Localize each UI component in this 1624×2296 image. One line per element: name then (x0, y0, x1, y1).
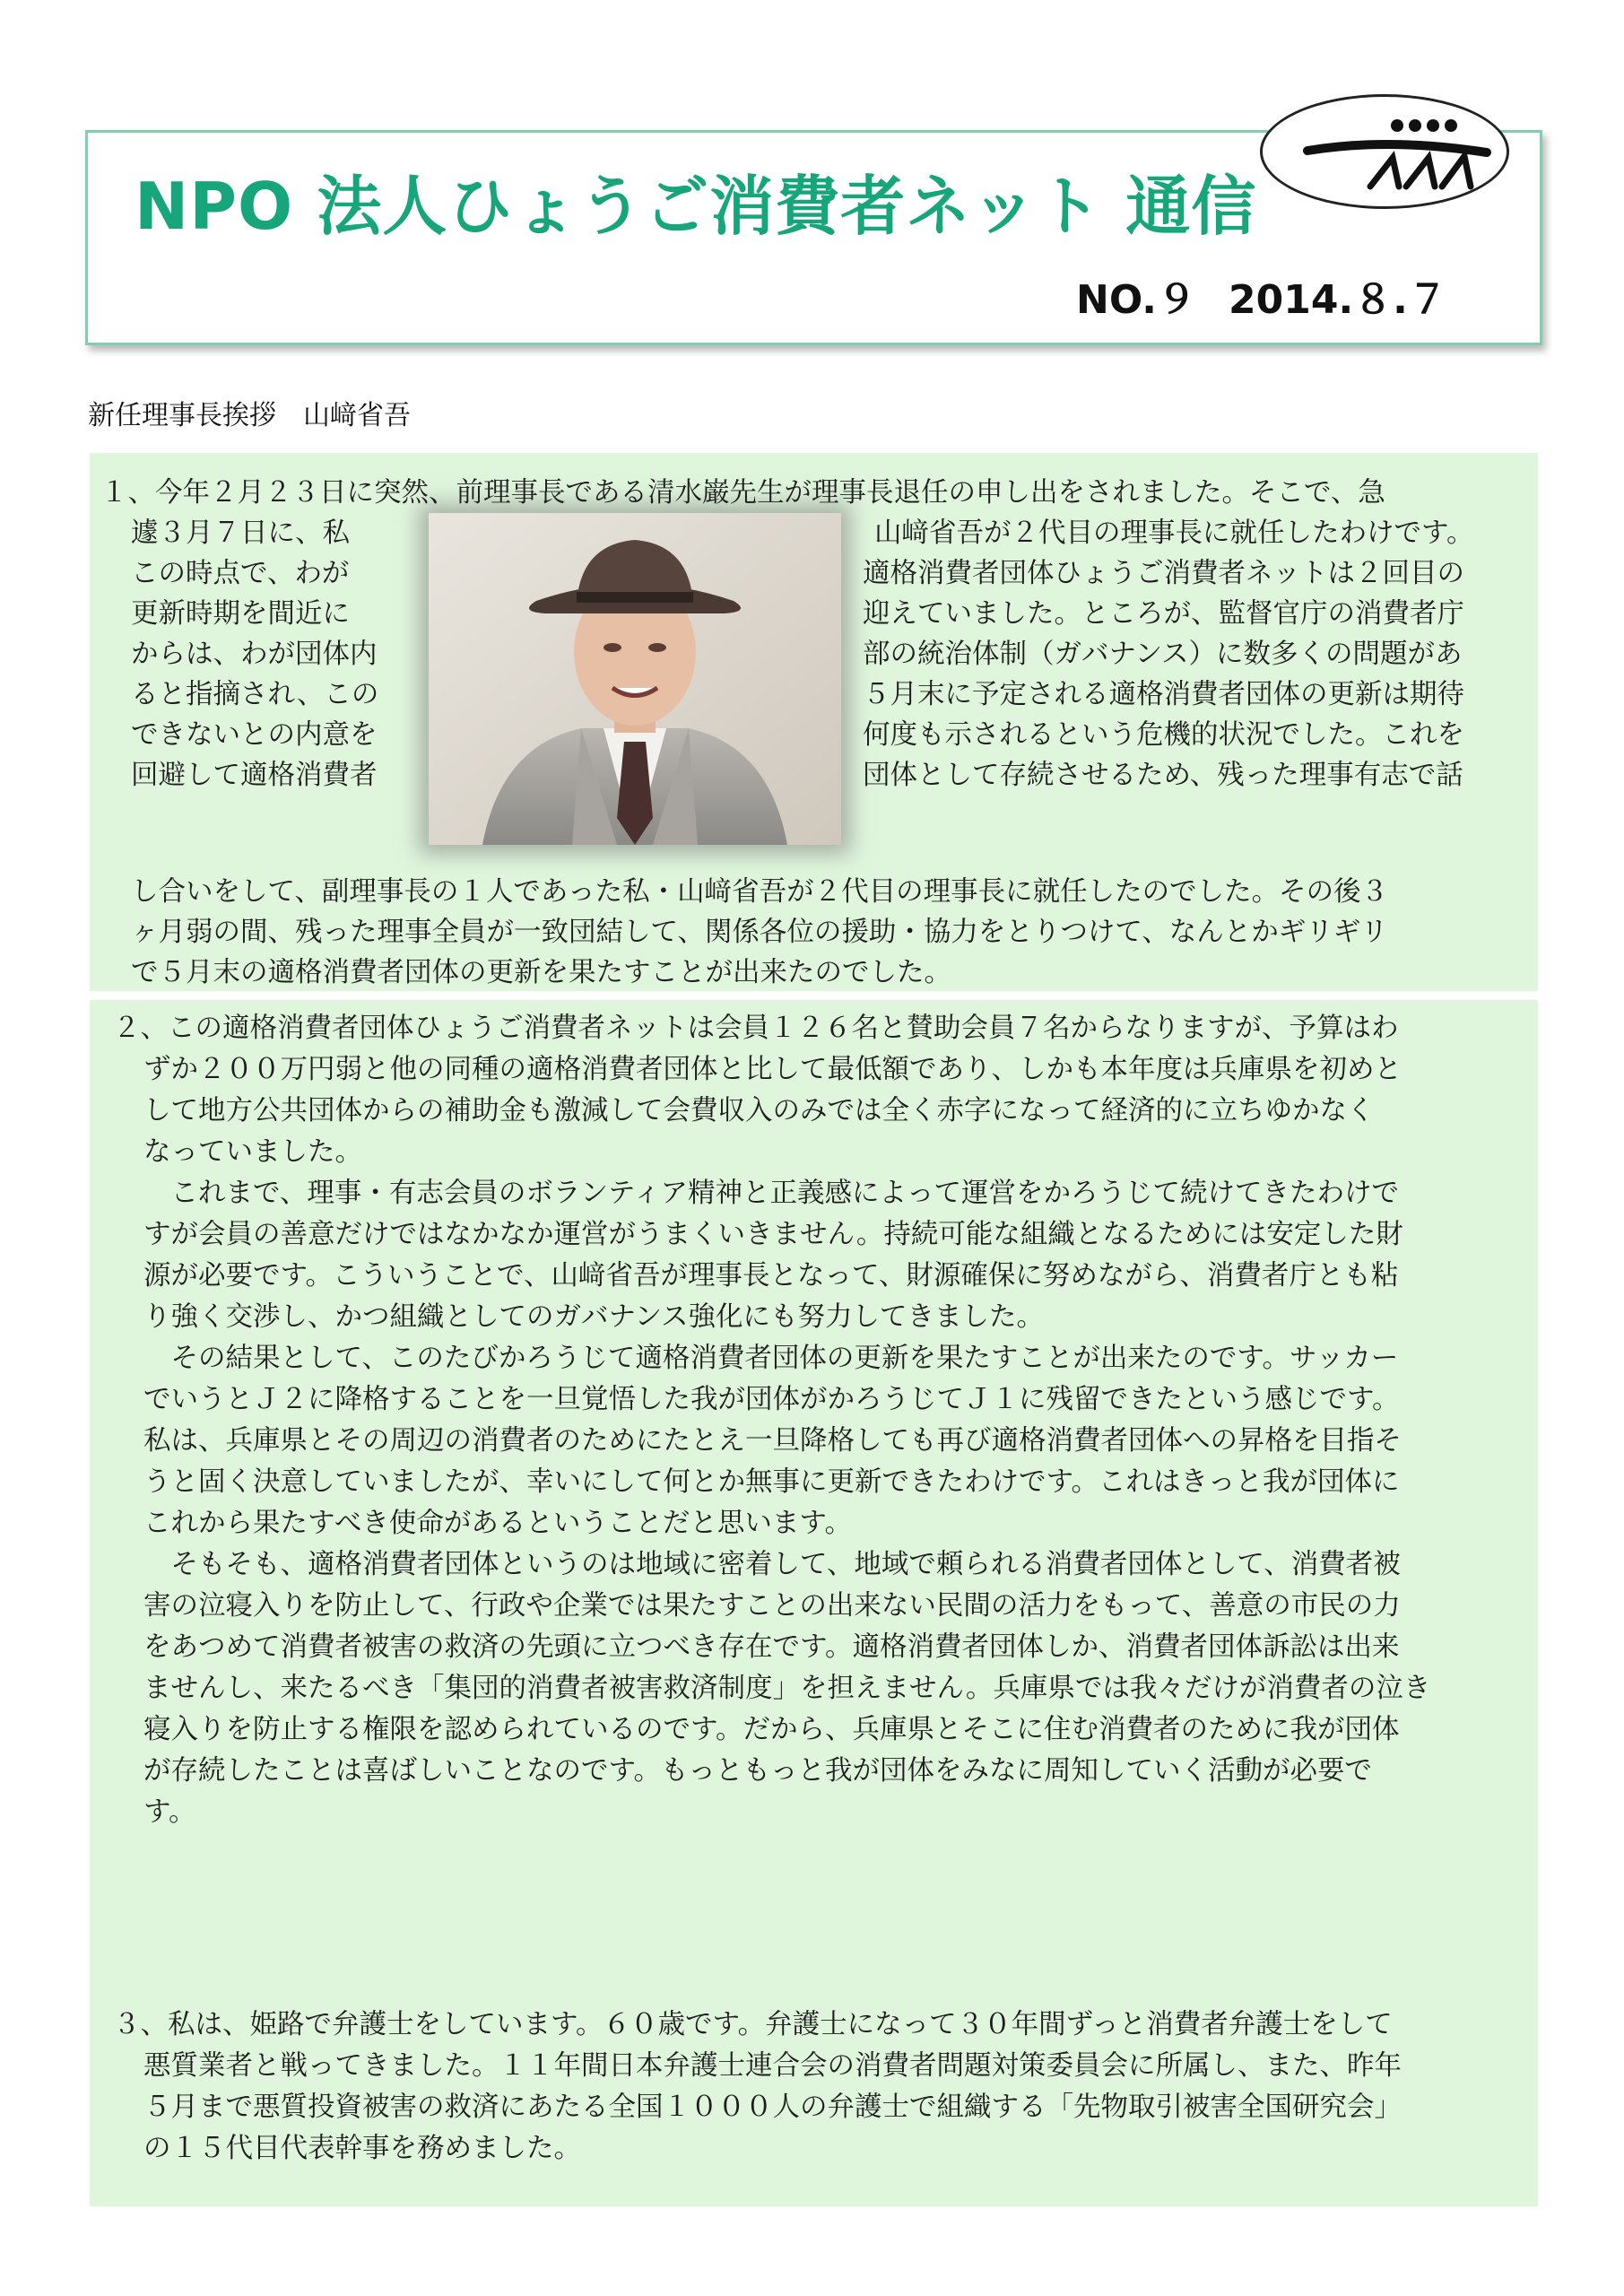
section2-line: なっていました。 (143, 1136, 362, 1168)
people-logo-icon (1263, 97, 1507, 206)
section1-line-left: できないとの内意を (131, 719, 378, 751)
section2-line: うと固く決意していましたが、幸いにして何とか無事に更新できたわけです。これはきっと我が団体に (143, 1466, 1400, 1498)
section3-line: 悪質業者と戦ってきました。１１年間日本弁護士連合会の消費者問題対策委員会に所属し、また、昨年 (143, 2050, 1402, 2082)
section1-line-left: 更新時期を間近に (131, 598, 350, 630)
section1-line: ヶ月弱の間、残った理事全員が一致団結して、関係各位の援助・協力をとりつけて、なんとかギリギリ (131, 917, 1388, 948)
section1-line-right: ５月末に予定される適格消費者団体の更新は期待 (863, 679, 1464, 710)
section1-line-right: 迎えていました。ところが、監督官庁の消費者庁 (863, 598, 1464, 630)
section1-line-left: ると指摘され、この (131, 679, 379, 710)
section1-line: し合いをして、副理事長の１人であった私・山﨑省吾が２代目の理事長に就任したのでした。その後３ (131, 876, 1389, 908)
section2-line: ませんし、来たるべき「集団的消費者被害救済制度」を担えません。兵庫県では我々だけが消費者の泣き (143, 1673, 1431, 1704)
section2-line: が存続したことは喜ばしいことなのです。もっともっと我が団体をみなに周知していく活動が必要で (143, 1755, 1373, 1787)
section2-line: して地方公共団体からの補助金も激減して会費収入のみでは全く赤字になって経済的に立ちゆかなく (143, 1095, 1375, 1126)
section1-line-right: 団体として存続させるため、残った理事有志で話 (863, 760, 1463, 791)
section2-line: でいうとＪ２に降格することを一旦覚悟した我が団体がかろうじてＪ１に残留できたという感じです。 (143, 1384, 1400, 1415)
section1-line-left: 遽３月７日に、私 (131, 517, 350, 549)
section2-line: 源が必要です。こういうことで、山﨑省吾が理事長となって、財源確保に努めながら、消費者庁とも粘 (143, 1260, 1399, 1292)
section3-line: ３、私は、姫路で弁護士をしています。６０歳です。弁護士になって３０年間ずっと消費者弁護士をして (113, 2009, 1393, 2040)
section2-line: り強く交渉し、かつ組織としてのガバナンス強化にも努力してきました。 (143, 1301, 1045, 1333)
section1-line-left: からは、わが団体内 (131, 639, 378, 670)
section2-line: ずか２００万円弱と他の同種の適格消費者団体と比して最低額であり、しかも本年度は兵庫県を初めと (143, 1054, 1402, 1085)
section1-line: で５月末の適格消費者団体の更新を果たすことが出来たのでした。 (131, 957, 951, 988)
section3-line: ５月まで悪質投資被害の救済にあたる全国１０００人の弁護士で組織する「先物取引被害全国研究会」 (143, 2092, 1402, 2123)
section2-line: その結果として、このたびかろうじて適格消費者団体の更新を果たすことが出来たのです。サッカー (143, 1343, 1399, 1374)
section1-line-left: 回避して適格消費者 (131, 760, 378, 791)
section2-line: す。 (143, 1796, 196, 1828)
section2-line: これから果たすべき使命があるということだと思います。 (143, 1508, 852, 1539)
article-heading: 新任理事長挨拶 山﨑省吾 (88, 400, 411, 431)
issue-info (1076, 267, 1447, 325)
issue-number: NO.９ (1076, 277, 1196, 323)
section1-line-right: 部の統治体制（ガバナンス）に数多くの問題があ (863, 639, 1463, 670)
section2-line: 害の泣寝入りを防止して、行政や企業では果たすことの出来ない民間の活力をもって、善意の市民の力 (143, 1590, 1401, 1622)
section2-line: 寝入りを防止する権限を認められているのです。だから、兵庫県とそこに住む消費者のために我が団体 (143, 1714, 1400, 1745)
organization-logo (1260, 94, 1509, 209)
section2-line: そもそも、適格消費者団体というのは地域に密着して、地域で頼られる消費者団体として、消費者被 (143, 1549, 1401, 1580)
section1-line-right: 何度も示されるという危機的状況でした。これを (863, 719, 1464, 751)
portrait-photo-icon (429, 513, 841, 845)
section2-line: 私は、兵庫県とその周辺の消費者のためにたとえ一旦降格しても再び適格消費者団体への昇格を目指そ (143, 1425, 1402, 1457)
newsletter-title: NPO 法人ひょうご消費者ネット 通信 (135, 169, 1257, 244)
section1-line-right: 適格消費者団体ひょうご消費者ネットは２回目の (863, 558, 1464, 589)
section2-line: ２、この適格消費者団体ひょうご消費者ネットは会員１２６名と賛助会員７名からなりますが、予算はわ (113, 1013, 1399, 1044)
issue-date: 2014.８.７ (1228, 277, 1447, 323)
section1-line-left: この時点で、わが (131, 558, 350, 589)
section2-line: をあつめて消費者被害の救済の先頭に立つべき存在です。適格消費者団体しか、消費者団体訴訟は出来 (143, 1631, 1400, 1663)
section1-line: １、今年２月２３日に突然、前理事長である清水巌先生が理事長退任の申し出をされました。そこで、急 (100, 477, 1385, 509)
section1-line-right: 山﨑省吾が２代目の理事長に就任したわけです。 (874, 517, 1474, 549)
section2-line: すが会員の善意だけではなかなか運営がうまくいきません。持続可能な組織となるためには安定した財 (143, 1219, 1403, 1250)
section3-line: の１５代目代表幹事を務めました。 (143, 2133, 581, 2164)
section2-line: これまで、理事・有志会員のボランティア精神と正義感によって運営をかろうじて続けてきたわけで (143, 1178, 1399, 1209)
chairman-portrait-photo (429, 513, 841, 845)
